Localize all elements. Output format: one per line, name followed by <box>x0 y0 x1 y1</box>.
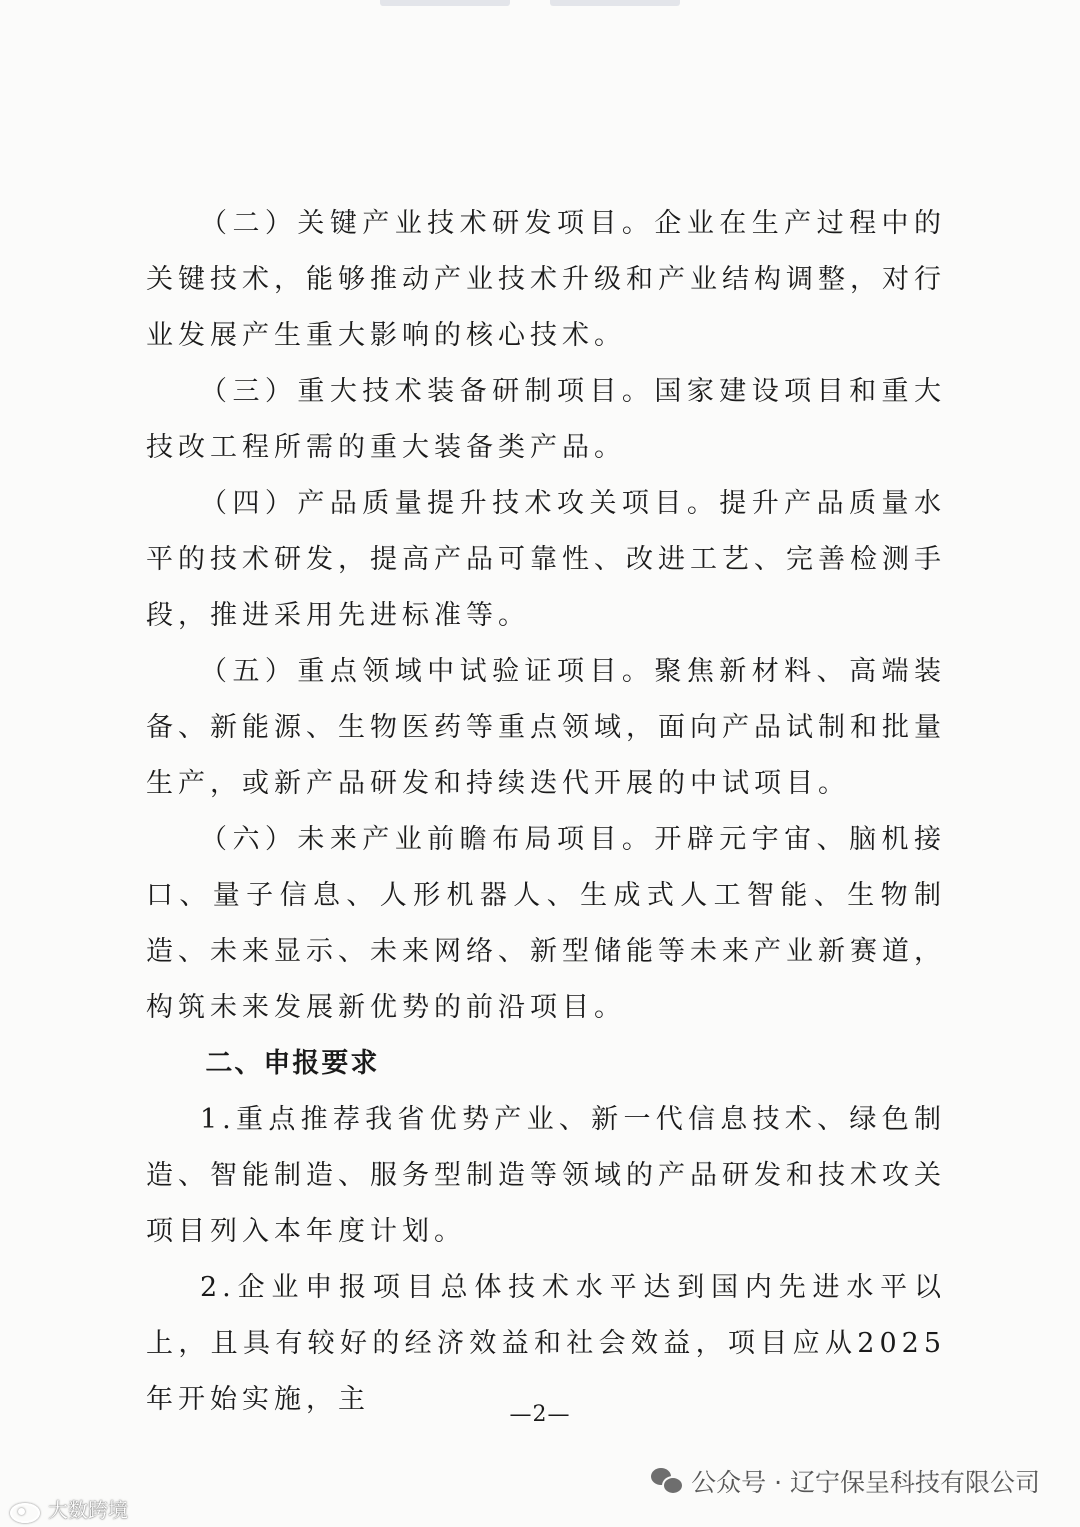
paragraph-key-tech-projects: （二）关键产业技术研发项目。企业在生产过程中的关键技术，能够推动产业技术升级和产业结构调整，对行业发展产生重大影响的核心技术。 <box>146 208 946 351</box>
paragraph-quality-improvement-projects: （四）产品质量提升技术攻关项目。提升产品质量水平的技术研发，提高产品可靠性、改进工艺、完善检测手段，推进采用先进标准等。 <box>146 488 946 631</box>
wechat-icon <box>651 1468 681 1494</box>
paragraph-pilot-verification-projects: （五）重点领域中试验证项目。聚焦新材料、高端装备、新能源、生物医药等重点领域，面向产品试制和批量生产，或新产品研发和持续迭代开展的中试项目。 <box>146 656 946 799</box>
header-bleed-through <box>380 0 720 8</box>
page-number: —2— <box>509 1402 571 1427</box>
watermark-text: 大数跨境 <box>48 1498 128 1522</box>
weibo-icon <box>8 1497 42 1521</box>
paragraph-major-equipment-projects: （三）重大技术装备研制项目。国家建设项目和重大技改工程所需的重大装备类产品。 <box>146 376 946 463</box>
requirement-item-1: 1.重点推荐我省优势产业、新一代信息技术、绿色制造、智能制造、服务型制造等领域的产品研发和技术攻关项目列入本年度计划。 <box>146 1104 946 1247</box>
watermark <box>8 1494 128 1523</box>
section-heading-requirements: 二、申报要求 <box>205 1048 380 1079</box>
wechat-account-credit <box>651 1463 1040 1499</box>
wechat-account-name: 公众号 · 辽宁保呈科技有限公司 <box>691 1468 1040 1497</box>
paragraph-future-industry-projects: （六）未来产业前瞻布局项目。开辟元宇宙、脑机接口、量子信息、人形机器人、生成式人工智能、生物制造、未来显示、未来网络、新型储能等未来产业新赛道，构筑未来发展新优势的前沿项目。 <box>146 824 946 1023</box>
requirement-item-2: 2.企业申报项目总体技术水平达到国内先进水平以上，且具有较好的经济效益和社会效益，项目应从2025年开始实施，主 <box>146 1272 946 1415</box>
document-body <box>146 196 946 1428</box>
